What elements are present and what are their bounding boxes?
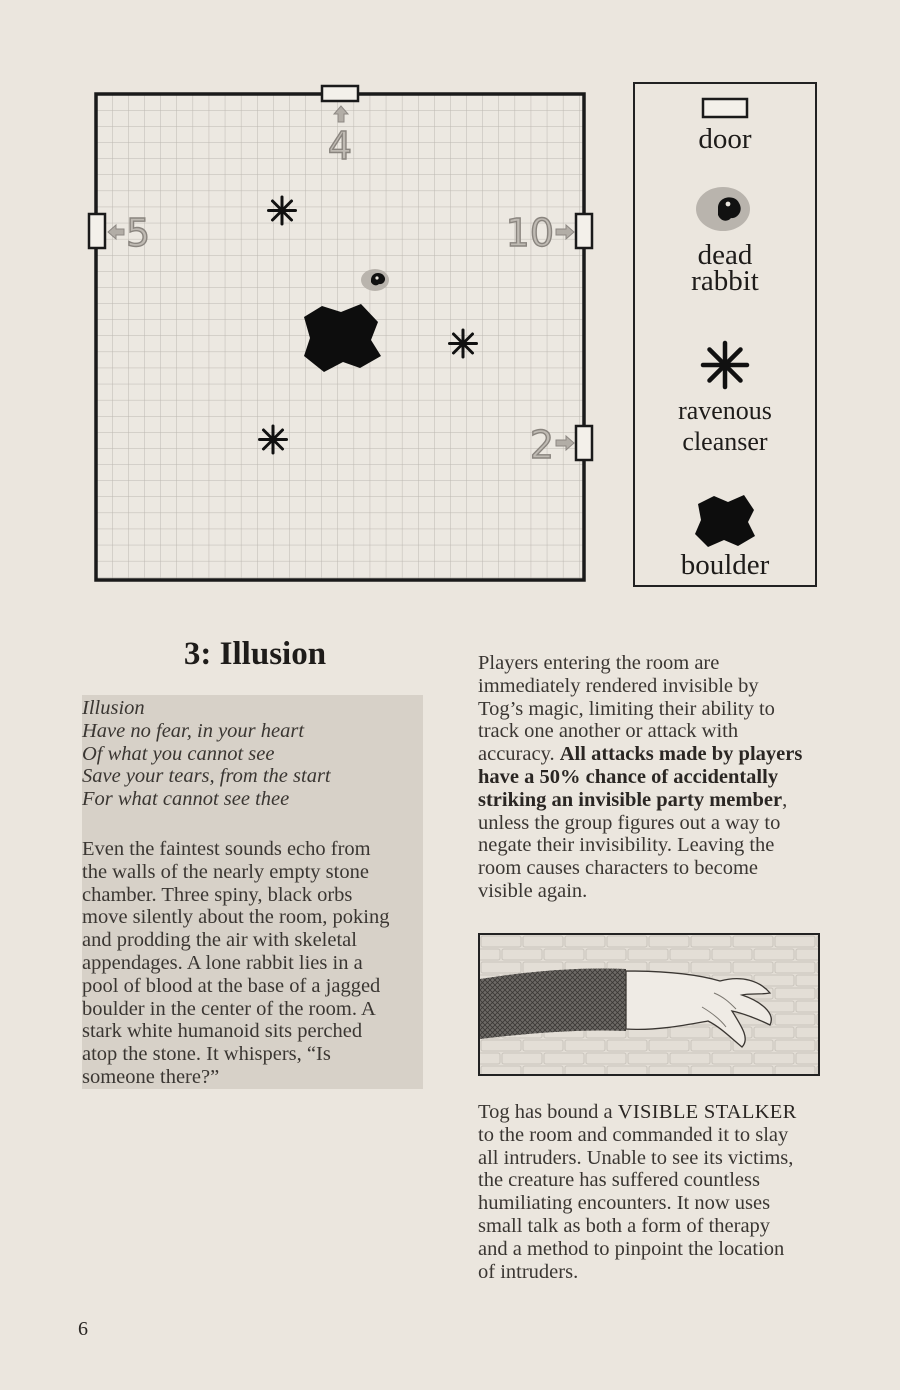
text-line: negate their invisibility. Leaving the — [478, 834, 775, 857]
poem — [82, 697, 422, 811]
legend-label-boulder: boulder — [680, 549, 770, 581]
legend-item-door — [635, 96, 815, 155]
legend-item-boulder — [635, 492, 815, 581]
text-line: small talk as both a form of therapy — [478, 1214, 771, 1237]
description-line: and prodding the air with skeletal — [82, 929, 357, 952]
text-line: Tog’s magic, limiting their ability to — [478, 697, 775, 720]
cleanser-icon — [699, 339, 751, 391]
description-line: appendages. A lone rabbit lies in a — [82, 951, 363, 974]
text-span: accuracy. — [478, 743, 560, 766]
room-map-svg — [86, 84, 596, 590]
cleanser-icon — [260, 426, 287, 453]
door-label-right-lower: 2 — [529, 423, 554, 467]
cleanser-icon — [450, 330, 477, 357]
door-icon — [700, 96, 750, 120]
text-line: Players entering the room are — [478, 652, 720, 674]
arm-illustration-svg — [480, 935, 818, 1074]
description-line: someone there?” — [82, 1065, 220, 1088]
description-line: Even the faintest sounds echo from — [82, 838, 371, 860]
description-line: the walls of the nearly empty stone — [82, 860, 369, 883]
text-line: to the room and commanded it to slay — [478, 1123, 789, 1146]
section-title: 3: Illusion — [183, 636, 327, 672]
page-number: 6 — [78, 1318, 88, 1340]
text-line — [478, 1101, 823, 1124]
door-label-left: 5 — [126, 211, 151, 255]
poem-line: Of what you cannot see — [82, 742, 275, 765]
bold-rule: have a 50% chance of accidentally — [478, 765, 779, 788]
description-line: stark white humanoid sits perched — [82, 1020, 363, 1043]
boulder-icon — [692, 492, 758, 548]
description-line: move silently about the room, poking — [82, 906, 390, 929]
description-line: pool of blood at the base of a jagged — [82, 974, 381, 997]
door-right-lower — [576, 426, 592, 460]
door-top — [322, 86, 358, 101]
text-span: Tog has bound a — [478, 1101, 618, 1123]
text-line: of intruders. — [478, 1260, 579, 1283]
rabbit-icon — [693, 184, 757, 234]
poem-line: For what cannot see thee — [82, 788, 290, 811]
map-legend — [633, 82, 817, 587]
text-line: immediately rendered invisible by — [478, 674, 759, 697]
room-map — [86, 84, 596, 590]
legend-label-ravenous: ravenous — [678, 396, 772, 425]
text-span: , — [782, 788, 788, 811]
door-label-top: 4 — [327, 124, 353, 168]
text-line — [478, 789, 823, 812]
door-right-upper — [576, 214, 592, 248]
visible-stalker-illustration — [478, 933, 820, 1076]
door-left — [89, 214, 105, 248]
description-line: atop the stone. It whispers, “Is — [82, 1043, 331, 1066]
boulder-icon — [304, 304, 381, 372]
creature-name: VISIBLE STALKER — [617, 1101, 797, 1123]
poem-line: Have no fear, in your heart — [82, 719, 305, 742]
text-line: all intruders. Unable to see its victims, — [478, 1146, 794, 1169]
legend-label-door: door — [698, 123, 752, 155]
text-line: humiliating encounters. It now uses — [478, 1192, 771, 1215]
text-line — [478, 766, 823, 789]
poem-line: Save your tears, from the start — [82, 765, 331, 788]
text-line: unless the group figures out a way to — [478, 811, 781, 834]
description-line: boulder in the center of the room. A — [82, 997, 376, 1020]
poem-line: Illusion — [82, 697, 145, 719]
room-description — [82, 838, 422, 1089]
text-line: visible again. — [478, 879, 588, 902]
text-line: track one another or attack with — [478, 720, 739, 743]
description-line: chamber. Three spiny, black orbs — [82, 883, 353, 906]
legend-item-ravenous-cleanser — [635, 339, 815, 457]
invisibility-rules — [478, 652, 823, 903]
legend-item-dead-rabbit — [635, 184, 815, 297]
bold-rule: striking an invisible party member — [478, 788, 783, 811]
text-line — [478, 743, 823, 766]
sleeve-texture — [480, 968, 626, 1039]
text-line: the creature has suffered countless — [478, 1169, 760, 1192]
door-label-right-upper: 10 — [505, 211, 554, 255]
bold-rule: All attacks made by players — [559, 743, 803, 766]
legend-label-rabbit: rabbit — [691, 265, 759, 297]
rabbit-icon — [361, 269, 389, 291]
legend-label-dead: dead — [697, 239, 753, 271]
visible-stalker-description — [478, 1101, 823, 1283]
legend-label-cleanser: cleanser — [682, 427, 768, 456]
text-line: and a method to pinpoint the location — [478, 1237, 785, 1260]
text-line: room causes characters to become — [478, 857, 759, 880]
cleanser-icon — [269, 197, 296, 224]
